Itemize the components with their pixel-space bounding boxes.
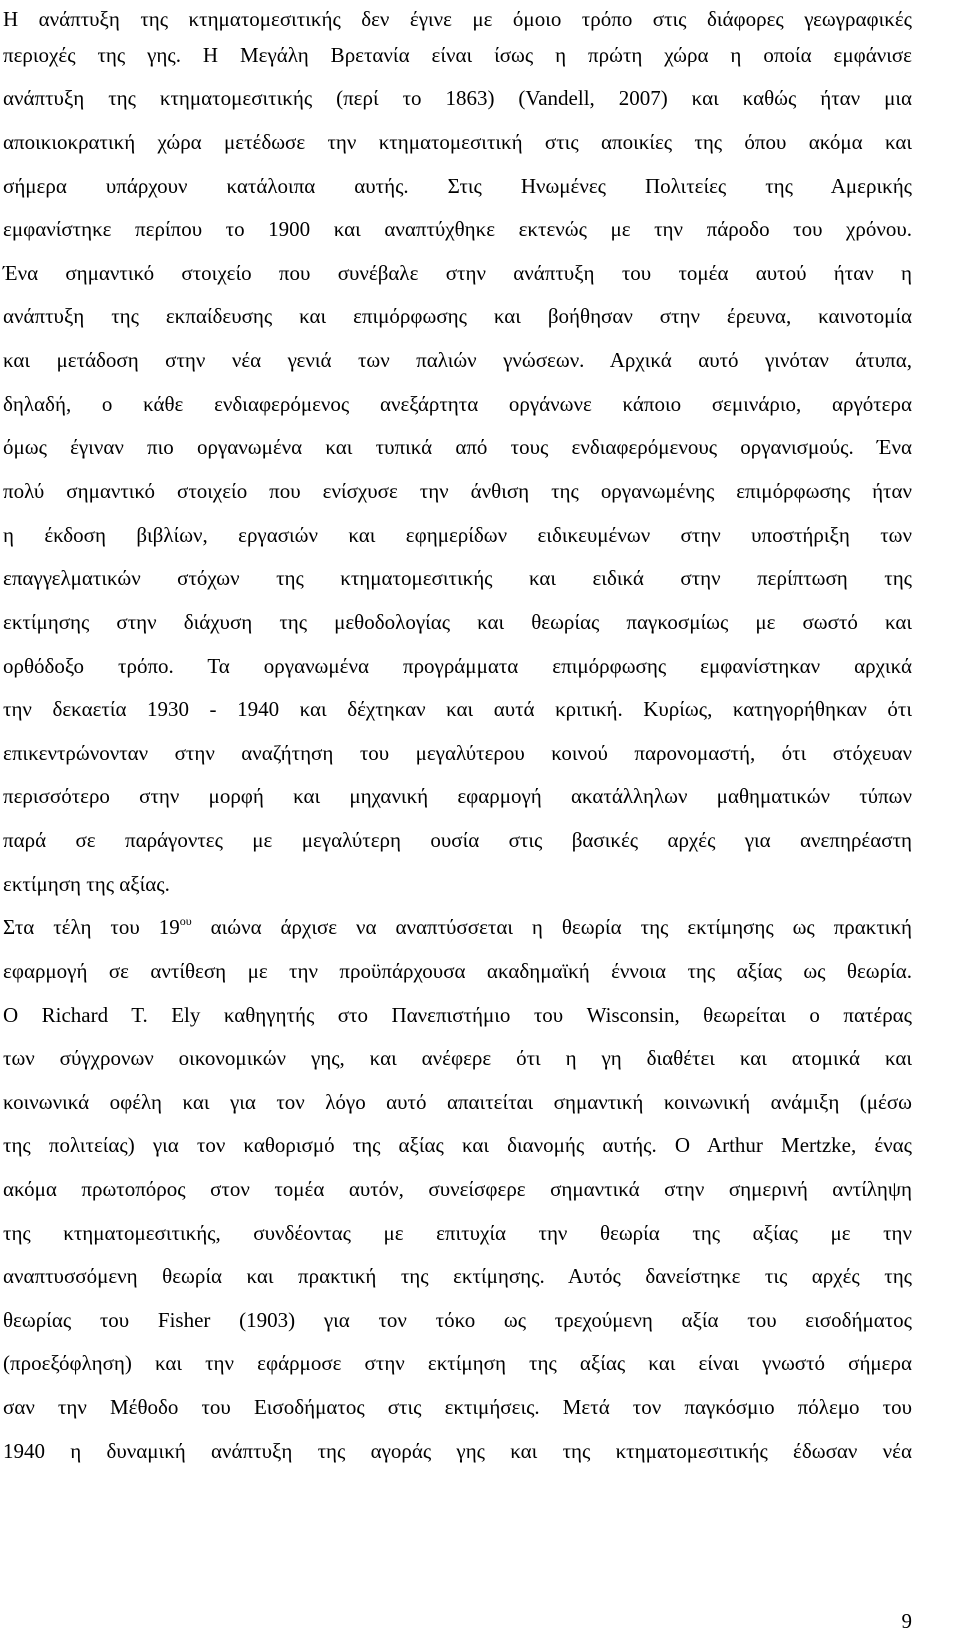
paragraph-1-line-16: ορθόδοξο τρόπο. Τα οργανωμένα προγράμματα επιμόρφωσης εμφανίστηκαν αρχικά: [3, 654, 912, 678]
paragraph-2-line-8: της κτηματομεσιτικής, συνδέοντας με επιτυχία την θεωρία της αξίας με την: [3, 1221, 912, 1245]
paragraph-1-line-19: περισσότερο στην μορφή και μηχανική εφαρμογή ακατάλληλων μαθηματικών τύπων: [3, 784, 912, 808]
paragraph-2-line-10: θεωρίας του Fisher (1903) για τον τόκο ως τρεχούμενη αξία του εισοδήματος: [3, 1308, 912, 1332]
paragraph-1-line-21: εκτίμηση της αξίας.: [3, 872, 170, 896]
paragraph-2-line-11: (προεξόφληση) και την εφάρμοσε στην εκτίμηση της αξίας και είναι γνωστό σήμερα: [3, 1351, 912, 1375]
paragraph-1-line-8: ανάπτυξη της εκπαίδευσης και επιμόρφωσης και βοήθησαν στην έρευνα, καινοτομία: [3, 304, 912, 328]
paragraph-1-line-3: ανάπτυξη της κτηματομεσιτικής (περί το 1863) (Vandell, 2007) και καθώς ήταν μια: [3, 86, 912, 110]
paragraph-2-line-2: εφαρμογή σε αντίθεση με την προϋπάρχουσα ακαδημαϊκή έννοια της αξίας ως θεωρία.: [3, 959, 912, 983]
paragraph-2-line-4: των σύγχρονων οικονομικών γης, και ανέφερε ότι η γη διαθέτει και ατομικά και: [3, 1046, 912, 1070]
paragraph-1-line-18: επικεντρώνονταν στην αναζήτηση του μεγαλύτερου κοινού παρονομαστή, ότι στόχευαν: [3, 741, 912, 765]
paragraph-2-line-3: O Richard T. Ely καθηγητής στο Πανεπιστήμιο του Wisconsin, θεωρείται ο πατέρας: [3, 1003, 912, 1027]
paragraph-1-line-13: η έκδοση βιβλίων, εργασιών και εφημερίδων ειδικευμένων στην υποστήριξη των: [3, 523, 912, 547]
paragraph-1-line-20: παρά σε παράγοντες με μεγαλύτερη ουσία στις βασικές αρχές για ανεπηρέαστη: [3, 828, 912, 852]
paragraph-1-line-14: επαγγελματικών στόχων της κτηματομεσιτικής και ειδικά στην περίπτωση της: [3, 566, 912, 590]
paragraph-1-line-5: σήμερα υπάρχουν κατάλοιπα αυτής. Στις Ηνωμένες Πολιτείες της Αμερικής: [3, 174, 912, 198]
paragraph-2-line-1: [3, 910, 912, 944]
paragraph-1-line-1: Η ανάπτυξη της κτηματομεσιτικής δεν έγινε με όμοιο τρόπο στις διάφορες γεωγραφικές: [3, 7, 912, 31]
paragraph-1-line-9: και μετάδοση στην νέα γενιά των παλιών γνώσεων. Αρχικά αυτό γινόταν άτυπα,: [3, 348, 912, 372]
paragraph-1-line-7: Ένα σημαντικό στοιχείο που συνέβαλε στην ανάπτυξη του τομέα αυτού ήταν η: [3, 261, 912, 285]
paragraph-1-line-12: πολύ σημαντικό στοιχείο που ενίσχυσε την άνθιση της οργανωμένης επιμόρφωσης ήταν: [3, 479, 912, 503]
paragraph-1-line-2: περιοχές της γης. Η Μεγάλη Βρετανία είναι ίσως η πρώτη χώρα η οποία εμφάνισε: [3, 43, 912, 67]
paragraph-1-line-15: εκτίμησης στην διάχυση της μεθοδολογίας και θεωρίας παγκοσμίως με σωστό και: [3, 610, 912, 634]
paragraph-2-line-5: κοινωνικά οφέλη και για τον λόγο αυτό απαιτείται σημαντική κοινωνική ανάμιξη (μέσω: [3, 1090, 912, 1114]
paragraph-2-first-line-start: Στα τέλη του 19: [3, 915, 180, 939]
ordinal-superscript: ου: [179, 914, 192, 928]
paragraph-2-line-12: σαν την Μέθοδο του Εισοδήματος στις εκτιμήσεις. Μετά τον παγκόσμιο πόλεμο του: [3, 1395, 912, 1419]
paragraph-2-line-7: ακόμα πρωτοπόρος στον τομέα αυτόν, συνείσφερε σημαντικά στην σημερινή αντίληψη: [3, 1177, 912, 1201]
paragraph-2-line-9: αναπτυσσόμενη θεωρία και πρακτική της εκτίμησης. Αυτός δανείστηκε τις αρχές της: [3, 1264, 912, 1288]
paragraph-1-line-10: δηλαδή, ο κάθε ενδιαφερόμενος ανεξάρτητα οργάνωνε κάποιο σεμινάριο, αργότερα: [3, 392, 912, 416]
paragraph-1-line-17: την δεκαετία 1930 - 1940 και δέχτηκαν και αυτά κριτική. Κυρίως, κατηγορήθηκαν ότι: [3, 697, 912, 721]
paragraph-1-line-4: αποικιοκρατική χώρα μετέδωσε την κτηματομεσιτική στις αποικίες της όπου ακόμα και: [3, 130, 912, 154]
paragraph-1-line-11: όμως έγιναν πιο οργανωμένα και τυπικά από τους ενδιαφερόμενους οργανισμούς. Ένα: [3, 435, 912, 459]
paragraph-2-line-13: 1940 η δυναμική ανάπτυξη της αγοράς γης και της κτηματομεσιτικής έδωσαν νέα: [3, 1439, 912, 1463]
paragraph-1-line-6: εμφανίστηκε περίπου το 1900 και αναπτύχθηκε εκτενώς με την πάροδο του χρόνου.: [3, 217, 912, 241]
paragraph-2-first-line-end: αιώνα άρχισε να αναπτύσσεται η θεωρία της εκτίμησης ως πρακτική: [191, 915, 913, 939]
page-number: 9: [901, 1609, 912, 1633]
paragraph-2-line-6: της πολιτείας) για τον καθορισμό της αξίας και διανομής αυτής. O Arthur Mertzke, ένας: [3, 1133, 912, 1157]
